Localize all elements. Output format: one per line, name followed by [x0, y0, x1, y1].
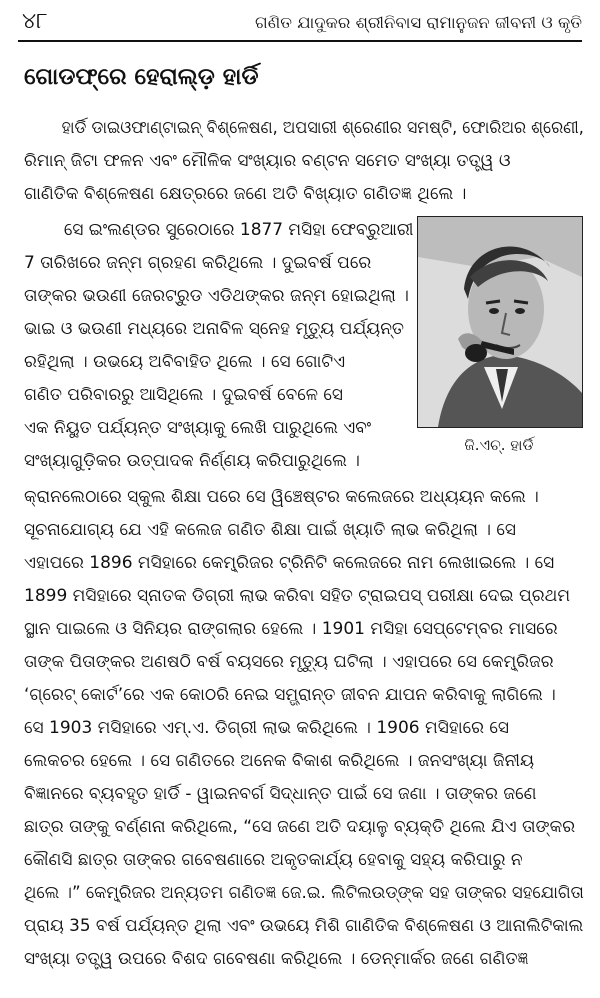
running-head: ଗଣିତ ଯାଦୁକର ଶ୍ରୀନିବାସ ରାମାନୁଜନ ଜୀବନୀ ଓ କୃତି: [255, 13, 582, 32]
wrap-line: ରହିଥିଲା । ଉଭୟେ ଅବିବାହିତ ଥିଲେ । ସେ ଗୋଟିଏ: [24, 352, 346, 372]
body-line: ଲେକଚର ହେଲେ । ସେ ଗଣିତରେ ଅନେକ ବିକାଶ କରିଥିଲେ । ଜନସଂଖ୍ୟା ଜିନୀୟ: [24, 751, 535, 771]
body-line: ପ୍ରାୟ 35 ବର୍ଷ ପର୍ଯ୍ୟନ୍ତ ଥିଲା ଏବଂ ଉଭୟେ ମିଶି ଗାଣିତିକ ବିଶ୍ଳେଷଣ ଓ ଆନାଲିଟିକାଲ: [24, 916, 584, 936]
body-line: 1899 ମସିହାରେ ସ୍ନାତକ ଡିଗ୍ରୀ ଲାଭ କରିବା ସହିତ ଟ୍ରାଇପସ୍ ପରୀକ୍ଷା ଦେଇ ପ୍ରଥମ: [24, 586, 571, 606]
wrap-line: ଭାଇ ଓ ଭଉଣୀ ମଧ୍ୟରେ ଅନାବିଳ ସ୍ନେହ ମୃତ୍ୟୁ ପର୍ଯ୍ୟନ୍ତ: [24, 319, 405, 339]
page-number: ୪୮: [22, 9, 48, 34]
wrap-line: 7 ତାରିଖରେ ଜନ୍ମ ଗ୍ରହଣ କରିଥିଲେ । ଦୁଇବର୍ଷ ପରେ: [24, 253, 372, 273]
portrait-image: [418, 217, 582, 427]
intro-line: ହାର୍ଡି ଡାଇଓଫାଣ୍ଟାଇନ୍ ବିଶ୍ଳେଷଣ, ଅପସାରୀ ଶ୍ରେଣୀର ସମଷ୍ଟି, ଫୋରିଅର ଶ୍ରେଣୀ,: [61, 118, 584, 138]
paragraph-beside-photo: [24, 214, 414, 478]
intro-line: ଗାଣିତିକ ବିଶ୍ଳେଷଣ କ୍ଷେତ୍ରରେ ଜଣେ ଅତି ବିଖ୍ୟାତ ଗଣିତଜ୍ଞ ଥିଲେ ।: [24, 184, 467, 204]
body-line: ସଂଖ୍ୟା ତତ୍ତ୍ୱ ଉପରେ ବିଶଦ ଗବେଷଣା କରିଥିଲେ । ଡେନ୍‌ମାର୍କର ଜଣେ ଗଣିତଜ୍ଞ: [24, 949, 529, 969]
body-line: କୌଣସି ଛାତ୍ର ତାଙ୍କର ଗବେଷଣାରେ ଅକୃତକାର୍ଯ୍ୟ ହେବାକୁ ସହ୍ୟ କରିପାରୁ ନ: [24, 850, 523, 870]
wrap-line: ତାଙ୍କର ଭଉଣୀ ଜେରଟ୍ରୁଡ ଏଡିଥଙ୍କର ଜନ୍ମ ହୋଇଥିଲା ।: [24, 286, 409, 306]
intro-paragraph: [24, 112, 584, 211]
photo-caption: ଜି.ଏଚ୍. ହାର୍ଡି: [464, 436, 534, 454]
body-line: ବିଜ୍ଞାନରେ ବ୍ୟବହୃତ ହାର୍ଡି - ୱାଇନବର୍ଗ ସିଦ୍ଧାନ୍ତ ପାଇଁ ସେ ଜଣା । ତାଙ୍କର ଜଣେ: [24, 784, 537, 804]
wrap-line: ଗଣିତ ପରିବାରରୁ ଆସିଥିଲେ । ଦୁଇବର୍ଷ ବେଳେ ସେ: [24, 385, 343, 405]
wrap-line: ସଂଖ୍ୟାଗୁଡ଼ିକର ଉତ୍ପାଦକ ନିର୍ଣ୍ଣୟ କରିପାରୁଥିଲେ ।: [24, 451, 360, 471]
body-line: ଏହାପରେ 1896 ମସିହାରେ କେମ୍ବ୍ରିଜର ଟ୍ରିନିଟି କଲେଜରେ ନାମ ଲେଖାଇଲେ । ସେ: [24, 553, 555, 573]
body-paragraph: [24, 481, 584, 976]
body-line: ସେ 1903 ମସିହାରେ ଏମ୍.ଏ. ଡିଗ୍ରୀ ଲାଭ କରିଥିଲେ । 1906 ମସିହାରେ ସେ: [24, 718, 510, 738]
section-title: ଗୋଡଫ୍ରେ ହେରାଲ୍ଡ଼ ହାର୍ଡି: [24, 64, 259, 90]
body-line: ‘ଗ୍ରେଟ୍ କୋର୍ଟ’ରେ ଏକ କୋଠରି ନେଇ ସମ୍ଭ୍ରାନ୍ତ ଜୀବନ ଯାପନ କରିବାକୁ ଲାଗିଲେ ।: [24, 685, 556, 705]
body-line: ସ୍ଥାନ ପାଇଲେ ଓ ସିନିୟର ରାଙ୍ଗଲାର ହେଲେ । 1901 ମସିହା ସେପ୍ଟେମ୍ବର ମାସରେ: [24, 619, 558, 639]
wrap-line: ଏକ ନିୟୁତ ପର୍ଯ୍ୟନ୍ତ ସଂଖ୍ୟାକୁ ଲେଖି ପାରୁଥିଲେ ଏବଂ: [24, 418, 372, 438]
intro-line: ରିମାନ୍ ଜିଟା ଫଳନ ଏବଂ ମୌଳିକ ସଂଖ୍ୟାର ବଣ୍ଟନ ସମେତ ସଂଖ୍ୟା ତତ୍ତ୍ୱ ଓ: [24, 151, 511, 171]
page-header: [22, 6, 582, 40]
body-line: ଥିଲେ ।” କେମ୍ବ୍ରିଜର ଅନ୍ୟତମ ଗଣିତଜ୍ଞ ଜେ.ଇ. ଲିଟିଲଉଡ୍‌ଙ୍କ ସହ ତାଙ୍କର ସହଯୋଗିତା: [24, 883, 584, 903]
header-rule: [18, 40, 582, 42]
body-line: ଛାତ୍ର ତାଙ୍କୁ ବର୍ଣ୍ଣନା କରିଥିଲେ, “ସେ ଜଣେ ଅତି ଦୟାଳୁ ବ୍ୟକ୍ତି ଥିଲେ ଯିଏ ତାଙ୍କର: [24, 817, 576, 837]
body-line: ତାଙ୍କ ପିତାଙ୍କର ଅଣଷଠି ବର୍ଷ ବୟସରେ ମୃତ୍ୟୁ ଘଟିଲା । ଏହାପରେ ସେ କେମ୍ବ୍ରିଜର: [24, 652, 554, 672]
wrap-line: ସେ ଇଂଲଣ୍ଡର ସୁରେଠାରେ 1877 ମସିହା ଫେବ୍ରୁଆରୀ: [63, 220, 414, 240]
body-line: କ୍ରାନଲେଠାରେ ସ୍କୁଲ ଶିକ୍ଷା ପରେ ସେ ୱିଞ୍ଚେଷ୍ଟର କଲେଜରେ ଅଧ୍ୟୟନ କଲେ ।: [24, 487, 539, 507]
body-line: ସୂଚନାଯୋଗ୍ୟ ଯେ ଏହି କଲେଜ ଗଣିତ ଶିକ୍ଷା ପାଇଁ ଖ୍ୟାତି ଲାଭ କରିଥିଲା । ସେ: [24, 520, 516, 540]
portrait-photo: [417, 216, 583, 428]
